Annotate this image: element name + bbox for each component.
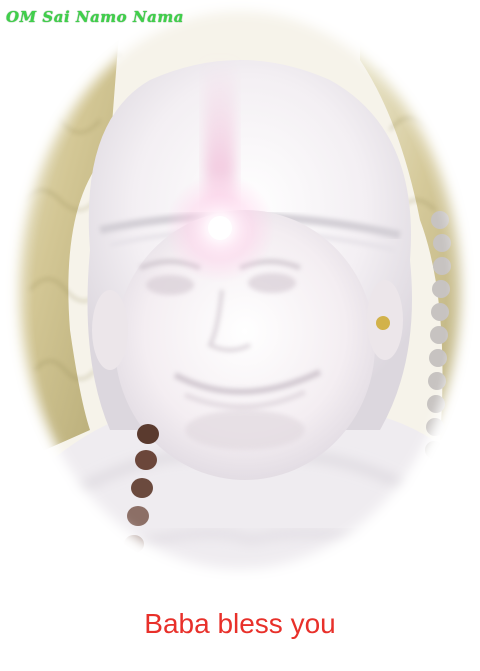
caption-text: Baba bless you — [144, 608, 336, 639]
watermark-text: OM Sai Namo Nama — [6, 8, 184, 26]
